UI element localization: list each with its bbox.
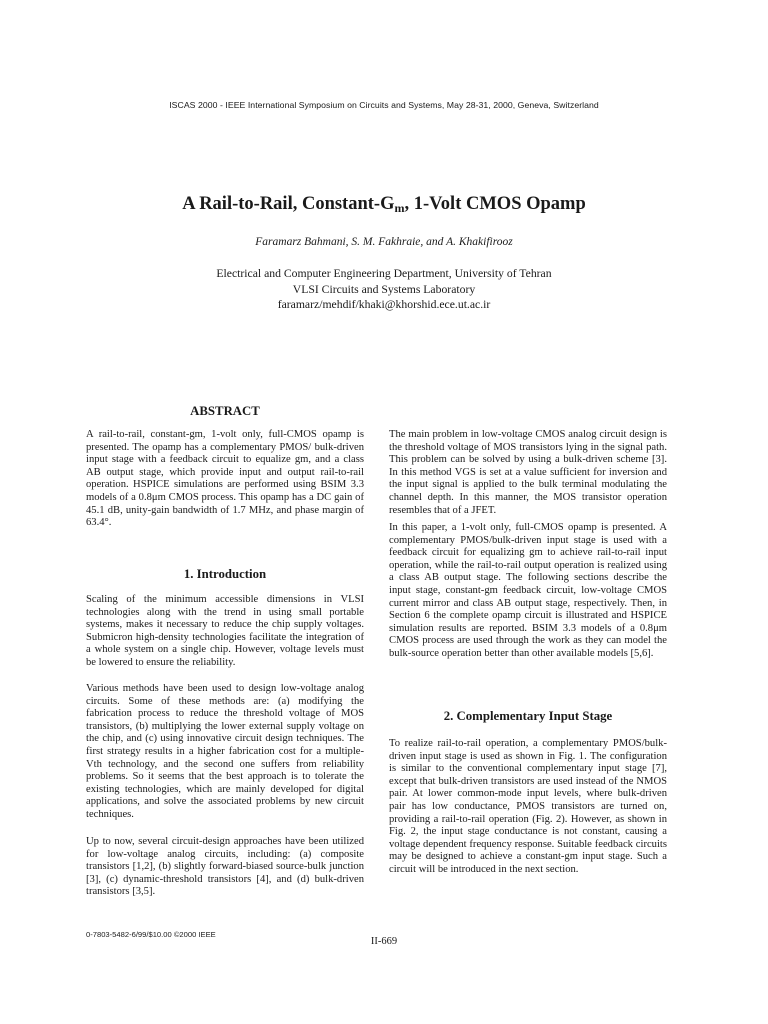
introduction-p2 [86, 683, 364, 822]
title-subscript: m [394, 201, 405, 215]
section-2-text [389, 738, 667, 877]
conference-header: ISCAS 2000 - IEEE International Symposium on Circuits and Systems, May 28-31, 2000, Geneva, Switzerland [169, 100, 599, 110]
paper-title [0, 194, 768, 216]
right-paragraph-2: In this paper, a 1-volt only, full-CMOS opamp is presented. A complementary PMOS/bulk-driven input stage is used with a feedback circuit for equalizing gm to achieve rail-to-rail input operation, while the rail-to-rail output operation is realized using a class AB output stage. The following sections describe the input stage, constant-gm feedback circuit, low-voltage CMOS current mirror and class AB output stage, respectively. Then, in Section 6 the complete opamp circuit is illustrated and HSPICE simulation results are reported. BSIM 3.3 models of a 0.8μm CMOS process are used through the work as they can model the bulk-source operation better than other available models [5,6]. [389, 522, 667, 659]
section-2-heading: 2. Complementary Input Stage [443, 709, 613, 723]
introduction-p3 [86, 836, 364, 899]
abstract-text [86, 429, 364, 530]
section-2-paragraph: To realize rail-to-rail operation, a complementary PMOS/bulk-driven input stage is used as shown in Fig. 1. The configuration is similar to the conventional complementary input stage [7], except that bulk-driven transistors are used instead of the NMOS pair. At lower common-mode input levels, where bulk-driven pair has low conductance, PMOS transistors are turned on, providing a rail-to-rail operation (Fig. 2). However, as shown in Fig. 2, the input stage conductance is not constant, causing a voltage dependent frequency response. Suitable feedback circuits may be designed to achieve a constant-gm input stage. Such a circuit will be introduced in the next section. [389, 738, 667, 875]
introduction-heading: 1. Introduction [183, 567, 267, 581]
affiliation [0, 266, 768, 313]
intro-paragraph-3: Up to now, several circuit-design approaches have been utilized for low-voltage analog circuits, including: (a) composite transistors [1,2], (b) slightly forward-biased source-bulk junction [3], (c) dynamic-threshold transistors [4], and (d) bulk-driven transistors [3,5]. [86, 836, 364, 898]
affiliation-email: faramarz/mehdif/khaki@khorshid.ece.ut.ac.ir [277, 298, 491, 311]
affiliation-line-2: VLSI Circuits and Systems Laboratory [292, 282, 476, 296]
page-number: II-669 [370, 936, 398, 947]
abstract-paragraph: A rail-to-rail, constant-gm, 1-volt only, full-CMOS opamp is presented. The opamp has a complementary PMOS/ bulk-driven input stage with a feedback circuit to equalize gm, and a class AB output stage, which provide input and output rail-to-rail operation. HSPICE simulations are performed using BSIM 3.3 models of a 0.8μm CMOS process. This opamp has a DC gain of 45.1 dB, unity-gain bandwidth of 1.7 MHz, and phase margin of 63.4°. [86, 429, 364, 529]
abstract-heading: ABSTRACT [190, 404, 260, 418]
right-paragraph-1: The main problem in low-voltage CMOS analog circuit design is the threshold voltage of MOS transistors lying in the signal path. This problem can be solved by using a bulk-driven scheme [3]. In this method VGS is set at a value sufficient for inversion and the input signal is applied to the bulk terminal modulating the channel depth. In this manner, the MOS transistor operation resembles that of a JFET. [389, 429, 667, 516]
title-part-2: , 1-Volt CMOS Opamp [404, 194, 586, 214]
author-list: Faramarz Bahmani, S. M. Fakhraie, and A. Khakifirooz [255, 236, 513, 248]
right-column-p1 [389, 429, 667, 517]
title-part-1: A Rail-to-Rail, Constant-G [182, 194, 395, 214]
introduction-p1 [86, 594, 364, 670]
intro-paragraph-2: Various methods have been used to design low-voltage analog circuits. Some of these methods are: (a) modifying the fabrication process to reduce the threshold voltage of MOS transistors, (b) multiplying the lower external supply voltage on the chip, and (c) using innovative circuit design techniques. The first strategy results in a higher fabrication cost for a multiple-Vth technology, and the second one suffers from reliability problems. So it seems that the best approach is to tolerate the existing technologies, which are mainly developed for digital applications, and solve the associated problems by new circuit techniques. [86, 683, 364, 820]
intro-paragraph-1: Scaling of the minimum accessible dimensions in VLSI technologies along with the trend in using small portable systems, makes it necessary to reduce the chip supply voltages. Submicron high-density technologies facilitate the integration of a whole system on a single chip. However, voltage levels must be lowered to ensure the reliability. [86, 594, 364, 668]
copyright-notice: 0-7803-5482-6/99/$10.00 ©2000 IEEE [86, 930, 216, 939]
affiliation-line-1: Electrical and Computer Engineering Department, University of Tehran [216, 267, 552, 280]
right-column-p2 [389, 522, 667, 661]
